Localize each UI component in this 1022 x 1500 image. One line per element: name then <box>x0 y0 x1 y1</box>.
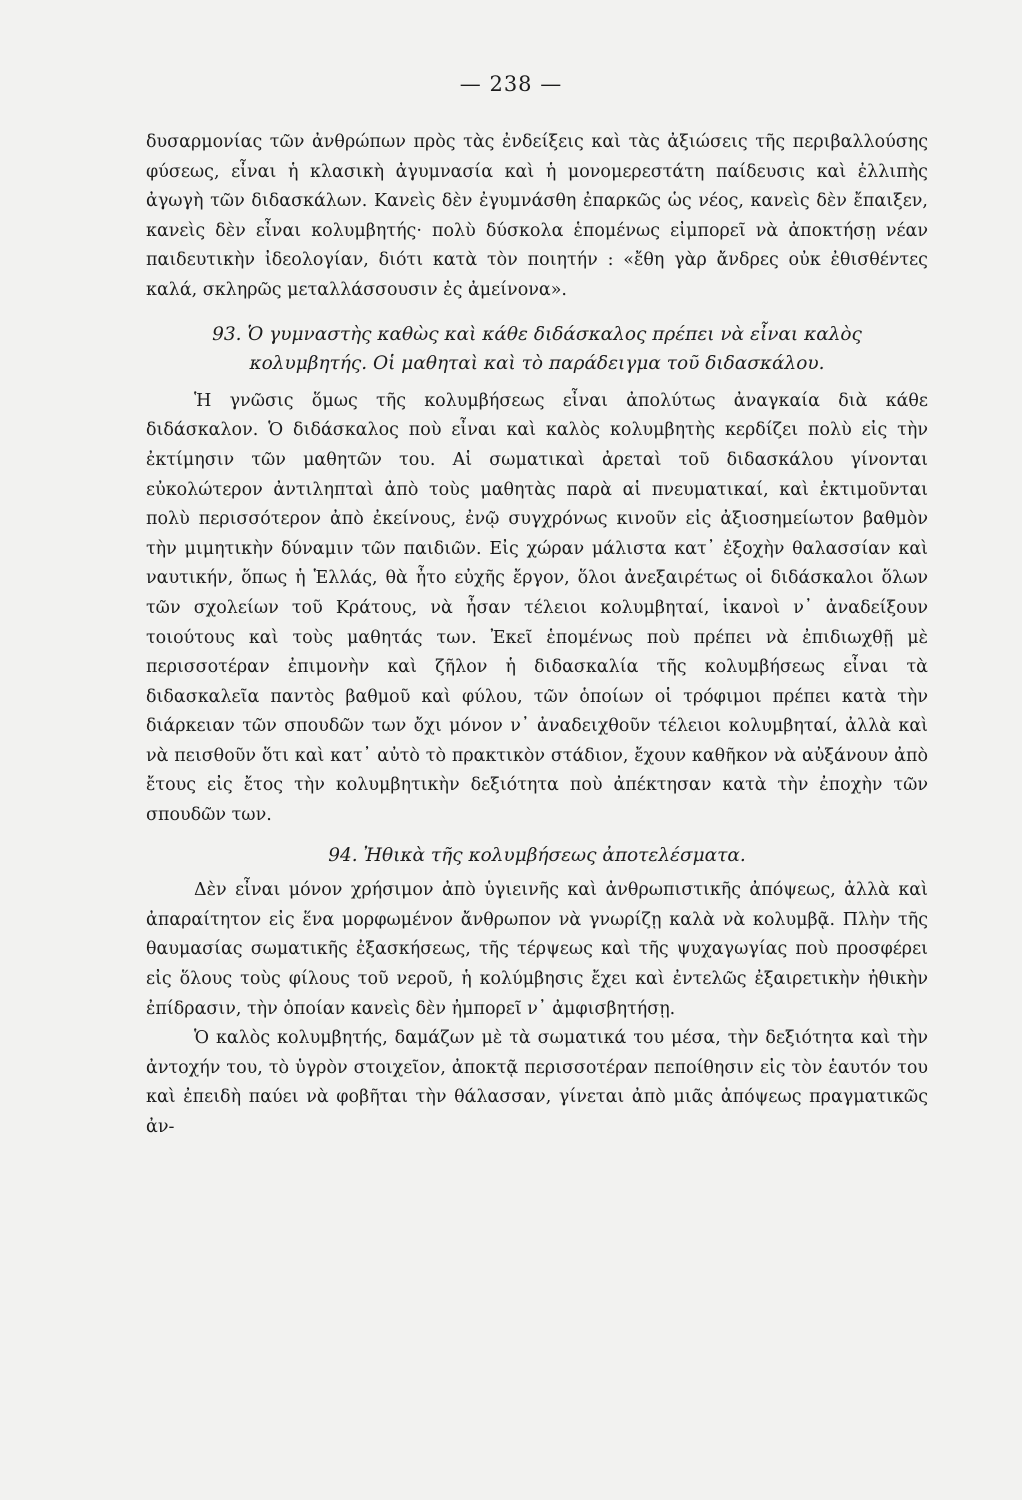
section-heading-93: 93. Ὁ γυμναστὴς καθὼς καὶ κάθε διδάσκαλος πρέπει νὰ εἶναι καλὸς κολυμβητής. Οἱ μαθηταὶ καὶ τὸ παράδειγμα τοῦ διδασκάλου. <box>212 323 862 375</box>
paragraph-knowledge-of-swimming: Ἡ γνῶσις ὅμως τῆς κολυμβήσεως εἶναι ἀπολύτως ἀναγκαία διὰ κάθε διδάσκαλον. Ὁ διδάσκαλος ποὺ εἶναι καὶ καλὸς κολυμβητὴς κερδίζει πολὺ εἰς τὴν ἐκτίμησιν τῶν μαθητῶν του. Αἱ σωματικαὶ ἀρεταὶ τοῦ διδασκάλου γίνονται εὐκολώτερον ἀντιληπταὶ ἀπὸ τοὺς μαθητὰς παρὰ αἱ πνευματικαί, καὶ ἐκτιμοῦνται πολὺ περισσότερον ἀπὸ ἐκείνους, ἐνῷ συγχρόνως κινοῦν εἰς ἀξιοσημείωτον βαθμὸν τὴν μιμητικὴν δύναμιν τῶν παιδιῶν. Εἰς χώραν μάλιστα κατ᾽ ἐξοχὴν θαλασσίαν καὶ ναυτικήν, ὅπως ἡ Ἑλλάς, θὰ ἦτο εὐχῆς ἔργον, ὅλοι ἀνεξαιρέτως οἱ διδάσκαλοι ὅλων τῶν σχολείων τοῦ Κράτους, νὰ ἦσαν τέλειοι κολυμβηταί, ἱκανοὶ ν᾽ ἀναδείξουν τοιούτους καὶ τοὺς μαθητάς των. Ἐκεῖ ἑπομένως ποὺ πρέπει νὰ ἐπιδιωχθῇ μὲ περισσοτέραν ἐπιμονὴν καὶ ζῆλον ἡ διδασκαλία τῆς κολυμβήσεως εἶναι τὰ διδασκαλεῖα παντὸς βαθμοῦ καὶ φύλου, τῶν ὁποίων οἱ τρόφιμοι πρέπει κατὰ τὴν διάρκειαν τῶν σπουδῶν των ὄχι μόνον ν᾽ ἀναδειχθοῦν τέλειοι κολυμβηταί, ἀλλὰ καὶ νὰ πεισθοῦν ὅτι καὶ κατ᾽ αὐτὸ τὸ πρακτικὸν στάδιον, ἔχουν καθῆκον νὰ αὐξάνουν ἀπὸ ἔτους εἰς ἔτος τὴν κολυμβητικὴν δεξιότητα ποὺ ἀπέκτησαν κατὰ τὴν ἐποχὴν τῶν σπουδῶν των. <box>146 390 928 826</box>
paragraph-good-swimmer: Ὁ καλὸς κολυμβητής, δαμάζων μὲ τὰ σωματικά του μέσα, τὴν δεξιότητα καὶ τὴν ἀντοχήν του, τὸ ὑγρὸν στοιχεῖον, ἀποκτᾷ περισσοτέραν πεποίθησιν εἰς τὸν ἑαυτόν του καὶ ἐπειδὴ παύει νὰ φοβῆται τὴν θάλασσαν, γίνεται ἀπὸ μιᾶς ἀπόψεως πραγματικῶς ἀν- <box>146 1028 928 1137</box>
page-body <box>146 128 928 1143</box>
paragraph-continued: δυσαρμονίας τῶν ἀνθρώπων πρὸς τὰς ἐνδείξεις καὶ τὰς ἀξιώσεις τῆς περιβαλλούσης φύσεως, εἶναι ἡ κλασικὴ ἀγυμνασία καὶ ἡ μονομερεστάτη παίδευσις καὶ ἐλλιπὴς ἀγωγὴ τῶν διδασκάλων. Κανεὶς δὲν ἐγυμνάσθη ἐπαρκῶς ὡς νέος, κανεὶς δὲν ἔπαιξεν, κανεὶς δὲν εἶναι κολυμβητής· πολὺ δύσκολα ἑπομένως εἰμπορεῖ νὰ ἀποκτήσῃ νέαν παιδευτικὴν ἰδεολογίαν, διότι κατὰ τὸν ποιητήν : «ἔθη γὰρ ἄνδρες οὐκ ἐθισθέντες καλά, σκληρῶς μεταλλάσσουσιν ἐς ἀμείνονα». <box>146 132 928 300</box>
page-number: — 238 — <box>459 72 563 96</box>
section-heading-94: 94. Ἠθικὰ τῆς κολυμβήσεως ἀποτελέσματα. <box>328 844 746 866</box>
paragraph-moral-usefulness: Δὲν εἶναι μόνον χρήσιμον ἀπὸ ὑγιεινῆς καὶ ἀνθρωπιστικῆς ἀπόψεως, ἀλλὰ καὶ ἀπαραίτητον εἰς ἕνα μορφωμένον ἄνθρωπον νὰ γνωρίζῃ καλὰ νὰ κολυμβᾷ. Πλὴν τῆς θαυμασίας σωματικῆς ἐξασκήσεως, τῆς τέρψεως καὶ τῆς ψυχαγωγίας ποὺ προσφέρει εἰς ὅλους τοὺς φίλους τοῦ νεροῦ, ἡ κολύμβησις ἔχει καὶ ἐντελῶς ἐξαιρετικὴν ἠθικὴν ἐπίδρασιν, τὴν ὁποίαν κανεὶς δὲν ἠμπορεῖ ν᾽ ἀμφισβητήσῃ. <box>146 880 928 1019</box>
